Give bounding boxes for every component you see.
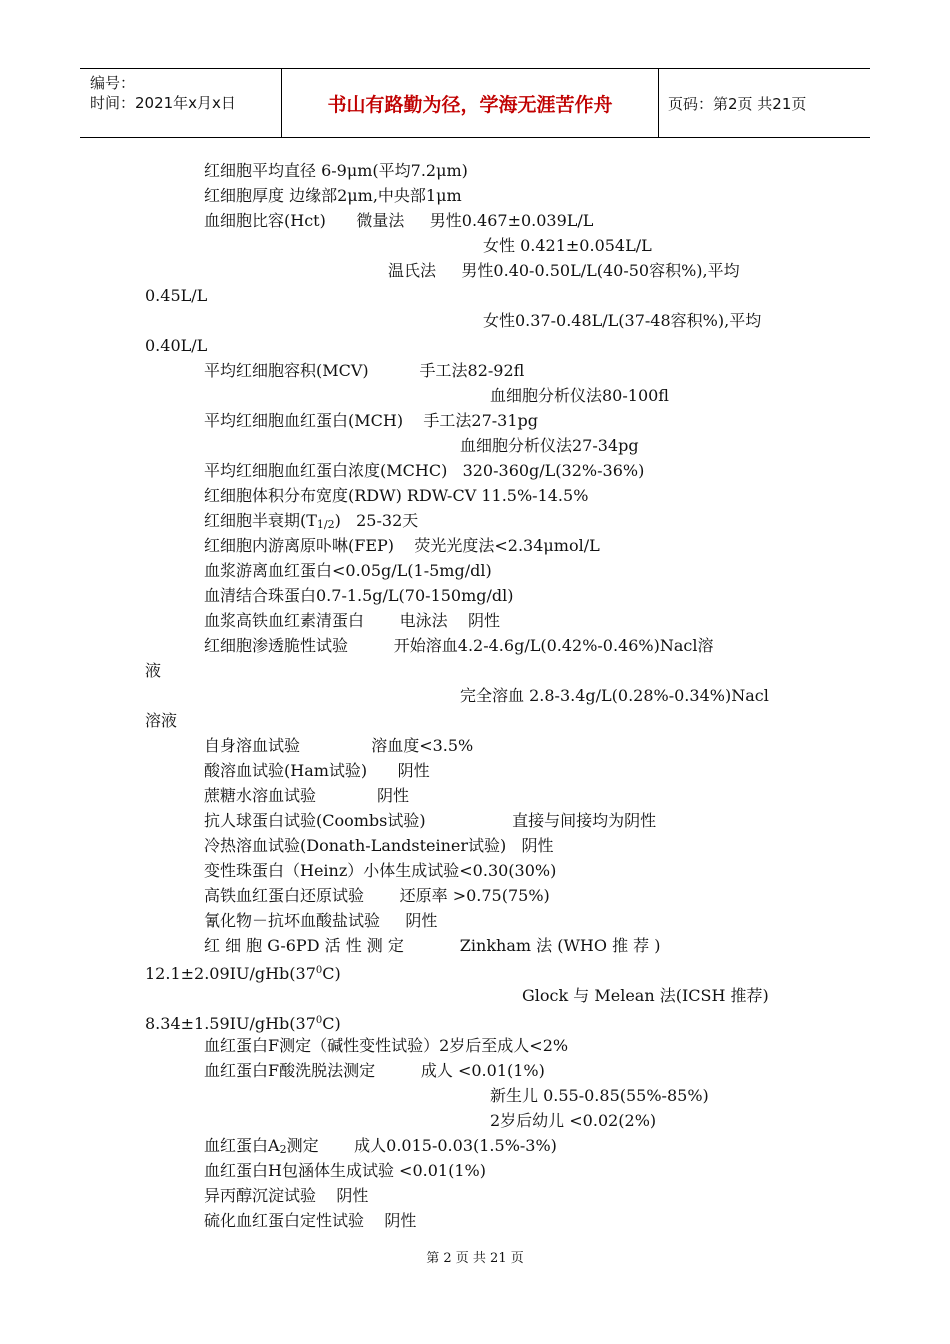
body-line	[204, 1135, 557, 1161]
body-line: 血细胞比容(Hct) 微量法 男性0.467±0.039L/L	[204, 211, 594, 230]
body-line: 蔗糖水溶血试验 阴性	[204, 786, 410, 805]
line-text: 血红蛋白A	[204, 1136, 280, 1155]
body-line: 血红蛋白F酸洗脱法测定 成人 <0.01(1%)	[204, 1061, 545, 1080]
header-meta	[90, 73, 236, 113]
page-footer: 第 2 页 共 21 页	[426, 1251, 524, 1266]
body-line: 血细胞分析仪法80-100fl	[490, 386, 669, 405]
body-line: 红细胞渗透脆性试验 开始溶血4.2-4.6g/L(0.42%-0.46%)Nacl溶	[204, 636, 714, 655]
doc-number-label: 编号：	[90, 74, 136, 92]
body-line: 变性珠蛋白（Heinz）小体生成试验<0.30(30%)	[204, 861, 557, 880]
body-line: 新生儿 0.55-0.85(55%-85%)	[490, 1086, 709, 1105]
line-text: C)	[322, 964, 341, 983]
superscript: 0	[315, 1015, 323, 1026]
body-line: 0.45L/L	[145, 286, 208, 305]
line-text: 8.34±1.59IU/gHb(37	[145, 1014, 316, 1033]
body-line: 氰化物－抗坏血酸盐试验 阴性	[204, 911, 438, 930]
body-line: 2岁后幼儿 <0.02(2%)	[490, 1111, 657, 1130]
subscript: 2	[279, 1143, 287, 1156]
header-page-number: 页码：第2页 共21页	[668, 94, 807, 113]
body-line: 血浆游离血红蛋白<0.05g/L(1-5mg/dl)	[204, 561, 492, 580]
body-line: 自身溶血试验 溶血度<3.5%	[204, 736, 474, 755]
body-line: 抗人球蛋白试验(Coombs试验) 直接与间接均为阴性	[204, 811, 657, 830]
body-line: 平均红细胞血红蛋白(MCH) 手工法27-31pg	[204, 411, 539, 430]
subscript: 1/2	[316, 518, 335, 531]
body-line: 平均红细胞容积(MCV) 手工法82-92fl	[204, 361, 525, 380]
body-line: 血细胞分析仪法27-34pg	[460, 436, 639, 455]
body-line: 0.40L/L	[145, 336, 208, 355]
body-line: 温氏法 男性0.40-0.50L/L(40-50容积%),平均	[388, 261, 740, 280]
body-line	[204, 510, 418, 536]
body-line: 血清结合珠蛋白0.7-1.5g/L(70-150mg/dl)	[204, 586, 514, 605]
body-line	[145, 960, 341, 985]
body-line: 高铁血红蛋白还原试验 还原率 >0.75(75%)	[204, 886, 550, 905]
superscript: 0	[315, 965, 323, 976]
body-line: Glock 与 Melean 法(ICSH 推荐)	[522, 986, 769, 1005]
line-text: C)	[322, 1014, 341, 1033]
body-line: 溶液	[145, 711, 178, 730]
body-line: 血红蛋白H包涵体生成试验 <0.01(1%)	[204, 1161, 486, 1180]
body-line: 血浆高铁血红素清蛋白 电泳法 阴性	[204, 611, 500, 630]
body-line: 平均红细胞血红蛋白浓度(MCHC) 320-360g/L(32%-36%)	[204, 461, 645, 480]
body-line: 红 细 胞 G-6PD 活 性 测 定 Zinkham 法 (WHO 推 荐 )	[204, 936, 661, 955]
line-text: 测定 成人0.015-0.03(1.5%-3%)	[286, 1136, 557, 1155]
body-line: 红细胞内游离原卟啉(FEP) 荧光光度法<2.34μmol/L	[204, 536, 600, 555]
header-divider	[658, 69, 659, 137]
body-line: 硫化血红蛋白定性试验 阴性	[204, 1211, 417, 1230]
body-line: 液	[145, 661, 162, 680]
body-line: 女性0.37-0.48L/L(37-48容积%),平均	[483, 311, 762, 330]
body-line: 女性 0.421±0.054L/L	[483, 236, 652, 255]
line-text: 红细胞半衰期(T	[204, 511, 317, 530]
body-line: 酸溶血试验(Ham试验) 阴性	[204, 761, 430, 780]
doc-time-label: 时间：2021年x月x日	[90, 94, 236, 112]
body-line: 血红蛋白F测定（碱性变性试验）2岁后至成人<2%	[204, 1036, 569, 1055]
header-motto: 书山有路勤为径，学海无涯苦作舟	[327, 93, 613, 116]
line-text: 12.1±2.09IU/gHb(37	[145, 964, 316, 983]
document-header	[80, 68, 870, 138]
body-line: 红细胞体积分布宽度(RDW) RDW-CV 11.5%-14.5%	[204, 486, 589, 505]
body-line: 完全溶血 2.8-3.4g/L(0.28%-0.34%)Nacl	[460, 686, 769, 705]
body-line	[145, 1010, 341, 1035]
body-line: 红细胞厚度 边缘部2μm,中央部1μm	[204, 186, 462, 205]
line-text: ) 25-32天	[334, 511, 419, 530]
body-line: 异丙醇沉淀试验 阴性	[204, 1186, 369, 1205]
body-line: 红细胞平均直径 6-9μm(平均7.2μm)	[204, 161, 468, 180]
body-line: 冷热溶血试验(Donath-Landsteiner试验) 阴性	[204, 836, 554, 855]
